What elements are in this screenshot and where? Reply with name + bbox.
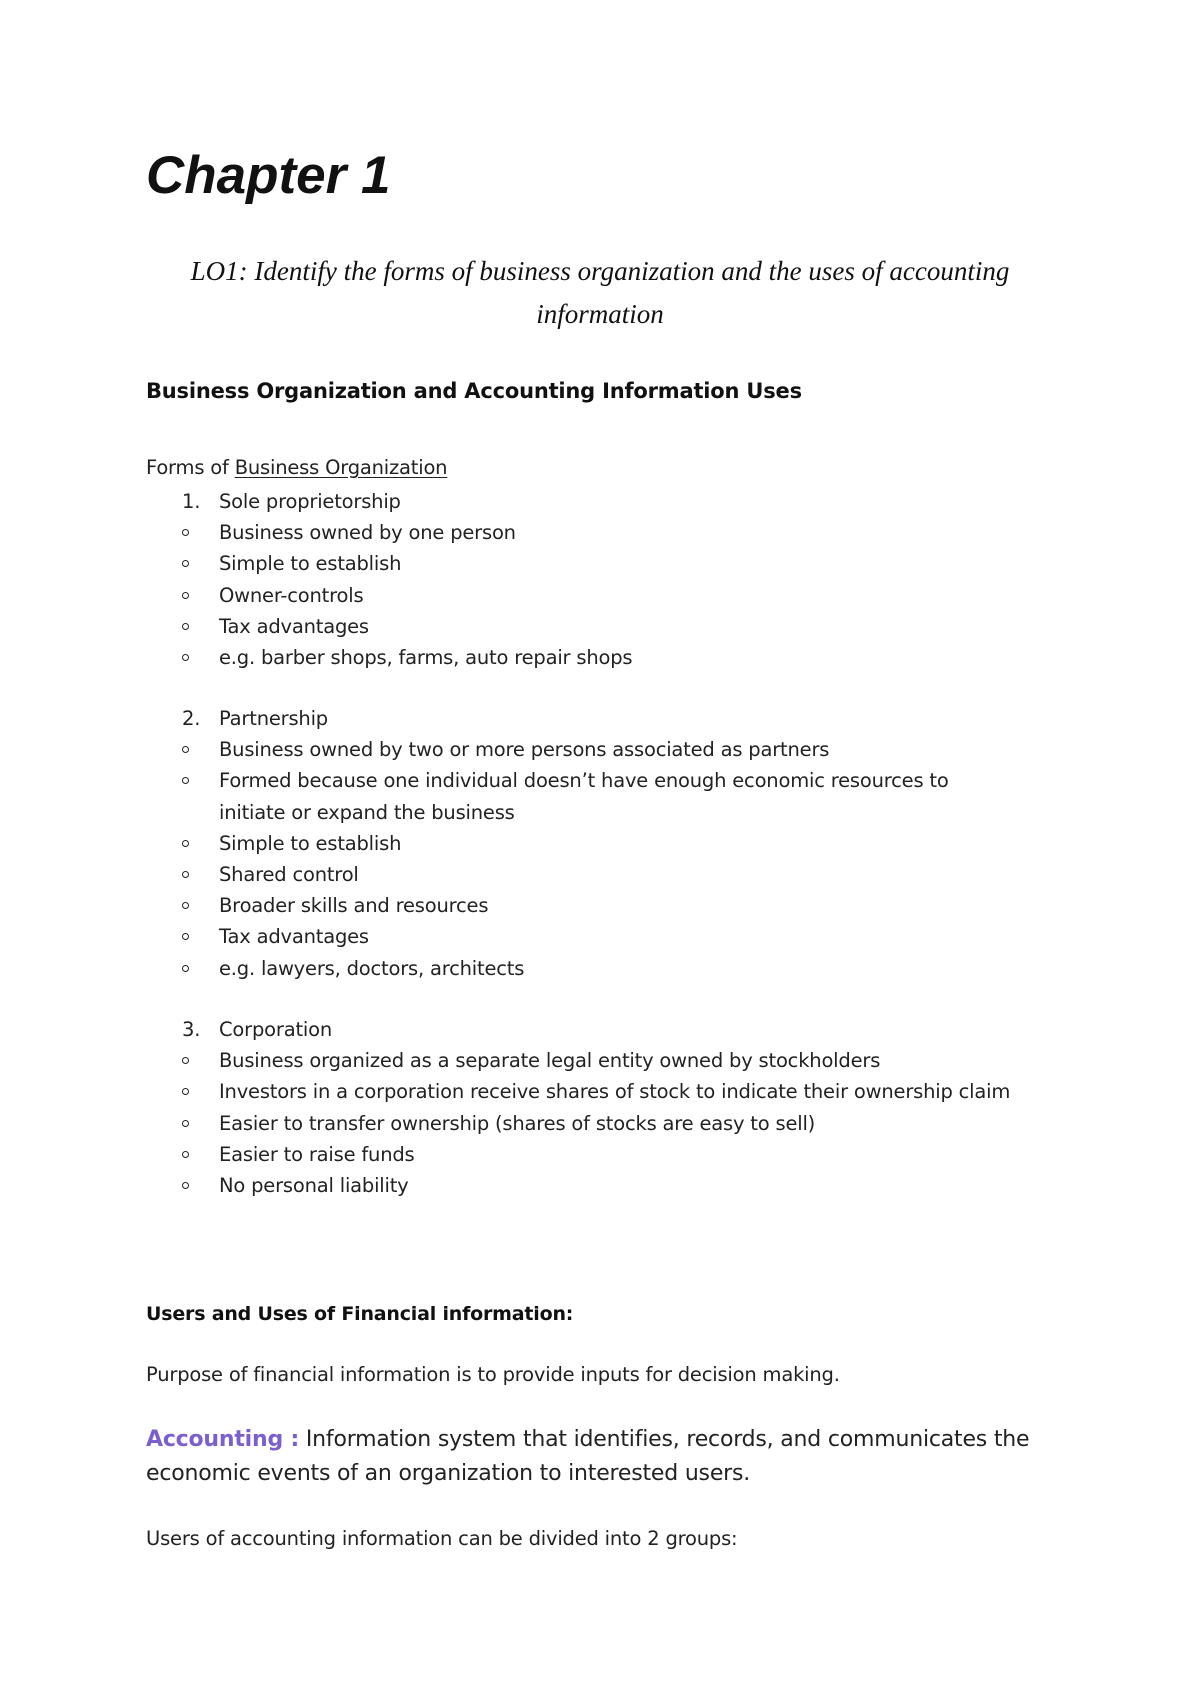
accounting-definition-text: Information system that identifies, records, and communicates the economic events of an organization to interested users. xyxy=(146,1427,1030,1486)
bullet-text: Tax advantages xyxy=(219,925,369,949)
bullet-item xyxy=(146,890,1106,921)
bullet-item xyxy=(146,1170,1106,1201)
bullet-item xyxy=(146,921,1106,952)
list-item xyxy=(146,703,1106,734)
hollow-circle-bullet-icon xyxy=(182,1088,189,1095)
forms-prefix: Forms of xyxy=(146,456,235,479)
bullet-text: Business owned by one person xyxy=(219,521,516,545)
accounting-term: Accounting : xyxy=(146,1427,300,1452)
bullet-text: Investors in a corporation receive shares of stock to indicate their ownership claim xyxy=(219,1080,1011,1104)
list-number: 1. xyxy=(182,490,201,513)
form-label: Corporation xyxy=(219,1018,332,1041)
accounting-definition xyxy=(146,1423,1076,1491)
form-label: Partnership xyxy=(219,707,328,730)
purpose-paragraph: Purpose of financial information is to provide inputs for decision making. xyxy=(146,1363,840,1386)
hollow-circle-bullet-icon xyxy=(182,1182,189,1189)
bullet-item xyxy=(146,1076,1019,1107)
form-item-corporation xyxy=(146,1014,1106,1201)
chapter-title: Chapter 1 xyxy=(146,146,391,205)
hollow-circle-bullet-icon xyxy=(182,529,189,536)
bullet-item xyxy=(146,1139,1106,1170)
form-label: Sole proprietorship xyxy=(219,490,401,513)
bullet-item xyxy=(146,953,1106,984)
bullet-item xyxy=(146,859,1106,890)
bullet-item xyxy=(146,548,1106,579)
list-number: 2. xyxy=(182,707,201,730)
hollow-circle-bullet-icon xyxy=(182,871,189,878)
learning-objective: LO1: Identify the forms of business organization and the uses of accounting information xyxy=(190,256,1010,329)
bullet-item xyxy=(146,1045,1106,1076)
bullet-item xyxy=(146,642,1106,673)
hollow-circle-bullet-icon xyxy=(182,777,189,784)
bullet-item xyxy=(146,765,999,827)
hollow-circle-bullet-icon xyxy=(182,623,189,630)
bullet-text: Tax advantages xyxy=(219,614,369,638)
hollow-circle-bullet-icon xyxy=(182,840,189,847)
bullet-text: Business organized as a separate legal entity owned by stockholders xyxy=(219,1049,881,1073)
hollow-circle-bullet-icon xyxy=(182,592,189,599)
hollow-circle-bullet-icon xyxy=(182,560,189,567)
bullet-item xyxy=(146,1108,1106,1139)
bullet-item xyxy=(146,734,1106,765)
form-item-partnership xyxy=(146,703,1106,984)
bullet-item xyxy=(146,517,1106,548)
forms-underlined-term: Business Organization xyxy=(234,456,448,479)
bullet-text: e.g. lawyers, doctors, architects xyxy=(219,956,525,980)
bullet-text: Easier to transfer ownership (shares of stocks are easy to sell) xyxy=(219,1111,816,1135)
hollow-circle-bullet-icon xyxy=(182,1120,189,1127)
bullet-text: Simple to establish xyxy=(219,552,402,576)
bullet-list xyxy=(146,517,1106,673)
list-item xyxy=(146,1014,1106,1045)
section-heading-users: Users and Uses of Financial information: xyxy=(146,1303,574,1325)
bullet-item xyxy=(146,580,1106,611)
bullet-text: Simple to establish xyxy=(219,831,402,855)
bullet-text: No personal liability xyxy=(219,1174,409,1198)
list-item xyxy=(146,486,1106,517)
bullet-text: Easier to raise funds xyxy=(219,1142,415,1166)
hollow-circle-bullet-icon xyxy=(182,902,189,909)
hollow-circle-bullet-icon xyxy=(182,1151,189,1158)
hollow-circle-bullet-icon xyxy=(182,1057,189,1064)
bullet-text: Broader skills and resources xyxy=(219,894,489,918)
bullet-item xyxy=(146,828,1106,859)
users-groups-paragraph: Users of accounting information can be divided into 2 groups: xyxy=(146,1527,738,1550)
hollow-circle-bullet-icon xyxy=(182,654,189,661)
bullet-text: Formed because one individual doesn’t have enough economic resources to initiate or expand the business xyxy=(219,769,949,824)
section-heading-business: Business Organization and Accounting Information Uses xyxy=(146,379,802,403)
hollow-circle-bullet-icon xyxy=(182,933,189,940)
bullet-text: Owner-controls xyxy=(219,583,364,607)
forms-label xyxy=(146,455,447,481)
list-number: 3. xyxy=(182,1018,201,1041)
bullet-list xyxy=(146,1045,1106,1201)
bullet-text: e.g. barber shops, farms, auto repair shops xyxy=(219,646,633,670)
bullet-text: Shared control xyxy=(219,863,359,887)
bullet-text: Business owned by two or more persons associated as partners xyxy=(219,738,830,762)
form-item-sole-proprietorship xyxy=(146,486,1106,673)
hollow-circle-bullet-icon xyxy=(182,746,189,753)
hollow-circle-bullet-icon xyxy=(182,965,189,972)
bullet-item xyxy=(146,611,1106,642)
bullet-list xyxy=(146,734,1106,984)
